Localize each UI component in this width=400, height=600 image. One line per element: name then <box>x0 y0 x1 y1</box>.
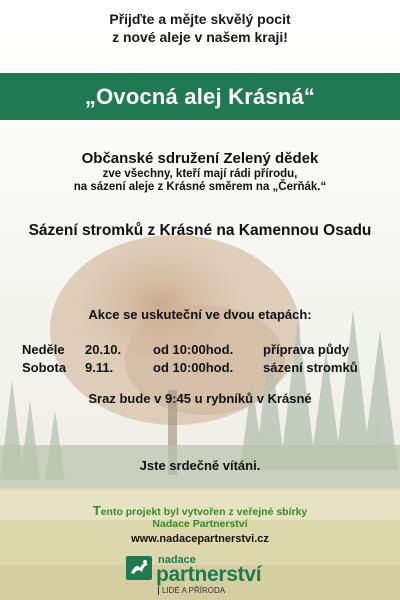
invitation-line-2: na sázení aleje z Krásné směrem na „Čerňák.“ <box>73 181 327 193</box>
nadace-partnerstvi-logo <box>126 554 286 598</box>
schedule-day: Sobota <box>22 360 67 375</box>
intro-text <box>0 10 400 46</box>
invitation-text <box>0 168 400 194</box>
banner-title: „Ovocná alej Krásná“ <box>84 84 316 109</box>
intro-line-2: z nové aleje v našem kraji! <box>112 29 288 45</box>
footer-line-1: ento projekt byl vytvořen z veřejné sbírky <box>100 506 308 518</box>
logo-emblem-icon <box>126 556 152 580</box>
stages-intro: Akce se uskuteční ve dvou etapách: <box>88 307 312 322</box>
intro-line-1: Přijďte a mějte skvělý pocit <box>109 11 291 27</box>
title-banner <box>0 73 400 120</box>
welcome-text: Jste srdečně vítáni. <box>139 458 261 473</box>
schedule-time: od 10:00hod. <box>153 360 234 375</box>
schedule-time: od 10:00hod. <box>153 342 234 357</box>
logo-main-text: partnerství <box>156 563 262 586</box>
invitation-line-1: zve všechny, kteří mají rádi přírodu, <box>102 168 298 180</box>
schedule-activity: příprava půdy <box>263 342 349 357</box>
website-link[interactable]: www.nadacepartnerstvi.cz <box>131 533 269 545</box>
schedule-date: 20.10. <box>85 342 122 357</box>
footer-foundation-name: Nadace Partnerství <box>152 518 248 530</box>
footer-project-line <box>0 503 400 518</box>
logo-tagline: LIDÉ A PŘÍRODA <box>158 586 225 595</box>
footer-initial-letter: T <box>92 503 101 518</box>
organization-name: Občanské sdružení Zelený dědek <box>81 150 319 167</box>
meeting-point-text: Sraz bude v 9:45 u rybníků v Krásné <box>88 391 312 406</box>
schedule-activity: sázení stromků <box>263 360 358 375</box>
schedule-table <box>22 341 382 377</box>
schedule-row <box>22 359 382 377</box>
schedule-day: Neděle <box>22 342 65 357</box>
logo-small-text: nadace <box>158 554 196 566</box>
event-title: Sázení stromků z Krásné na Kamennou Osadu <box>28 222 372 239</box>
schedule-date: 9.11. <box>85 360 114 375</box>
schedule-row <box>22 341 382 359</box>
